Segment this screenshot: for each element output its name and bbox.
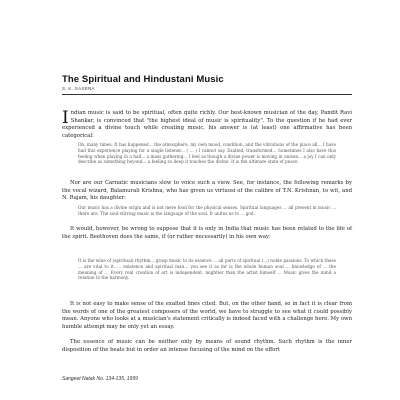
article-title: The Spiritual and Hindustani Music xyxy=(62,74,224,85)
page-footer-citation: Sangeet Natak No. 134-135, 1999 xyxy=(62,376,138,382)
paragraph-1-text: ndian music is said to be spiritual, often quite richly. Our best-known musician of the day, Pandit Ravi Shankar, is convinced that "the highest ideal of music is spirituality". To the question if he had ever experienced a divine touch while creating music, his answer is (at least) one affirmative has been categorical: xyxy=(62,110,352,139)
drop-cap: I xyxy=(62,108,69,128)
paragraph-5: The essence of music can be neither only by means of sound rhythm. Such rhythm is the inner disposition of the beats but in order an intense focusing of the mind on the effort xyxy=(62,339,352,353)
paragraph-1 xyxy=(62,110,352,140)
block-quote-1: Oh, many times. It has happened... the atmosphere, my own mood, condition, and the vibrations of the place all... I have had this experience playing for a single listener... ( ... ) I cannot say. Exalted, transformed... Sometimes I also have this feeling when playing in a hall... a mass gathering... I feel as though a divine power is moving in unison... a joy I can only describe as something beyond... a feeling so deep it touches the divine. It is the ultimate state of peace. xyxy=(78,142,336,165)
block-quote-2: Our music has a divine origin and is not mere food for the physical senses. Spiritual languages ... all present in music ... there are. The soul-stirring music is the language of the soul. It unites us to ... god. xyxy=(78,205,336,216)
article-author: S. K. SAXENA xyxy=(62,86,95,91)
paragraph-4: It is not easy to make sense of the exalted lines cited. But, on the other hand, so in fact it is clear from the words of one of the greatest composers of the world, we have to struggle to see what it could possibly mean. Anyone who looks at a musician's statement critically is indeed faced with a challenge here. My own humble attempt may be only yet an essay. xyxy=(62,301,352,330)
title-rule xyxy=(62,94,352,95)
paragraph-2: Nor are our Carnatic musicians slow to voice such a view. See, for instance, the following remarks by the vocal wizard, Balamurali Krishna, who has given us virtuosi of the calibre of T.N. Krishnan, to wit, and N. Rajam, his daughter: xyxy=(62,180,352,202)
block-quote-3: It is the wine of (spiritual) rhythm... grasp music to its essence ... all parts of spiritual (...) noble passions. To which these ... are vital to it, ... existence and spiritual man... you see it as far is the whole human soul ... knowledge of ... the meaning of ... Every real creation of art is independent, mightier than the artist himself ... Music gives the mind a relation to the harmony. xyxy=(78,258,336,281)
paragraph-3: It would, however, be wrong to suppose that it is only in India that music has been related to the life of the spirit. Beethoven does the same, if (or rather necessarily) in his own way: xyxy=(62,226,352,240)
